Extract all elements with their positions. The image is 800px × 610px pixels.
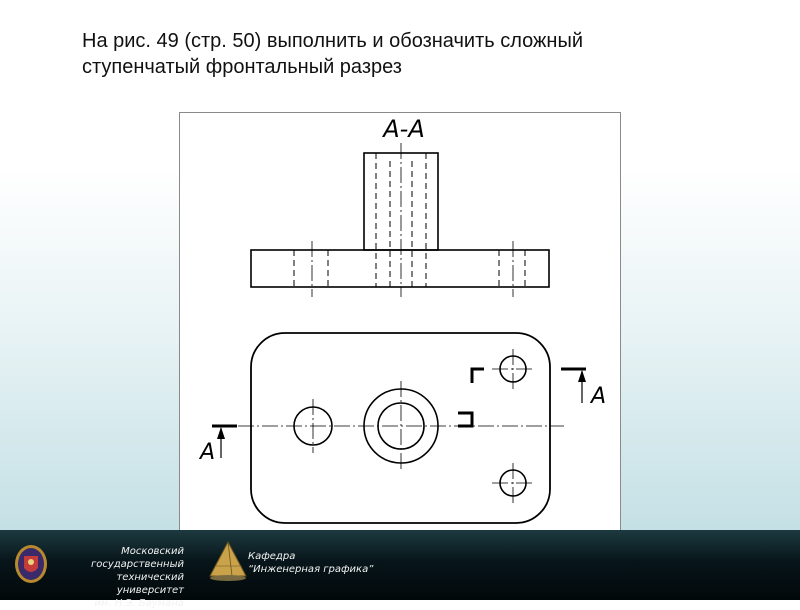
cut-label-left: А xyxy=(200,440,216,465)
university-name xyxy=(48,545,184,610)
cutting-plane-strokes xyxy=(212,369,586,426)
top-center-lines xyxy=(238,349,564,503)
department-name-line2: “Инженерная графика” xyxy=(248,564,374,575)
department-name xyxy=(248,550,373,576)
task-text-line1: На рис. 49 (стр. 50) выполнить и обозначить сложный xyxy=(82,30,583,52)
left-arrow-head xyxy=(217,427,225,439)
university-crest-icon xyxy=(14,544,48,584)
footer-bar xyxy=(0,530,800,609)
university-name-line2: технический университет xyxy=(116,572,184,596)
task-text-line2: ступенчатый фронтальный разрез xyxy=(82,56,402,78)
front-view xyxy=(251,143,549,297)
university-name-line3: им. Н.Э. Баумана xyxy=(94,598,184,609)
technical-drawing xyxy=(179,112,621,532)
task-text xyxy=(82,28,722,80)
cutting-plane-arrows xyxy=(221,371,582,458)
section-title: А-А xyxy=(383,115,425,143)
top-view xyxy=(212,333,586,523)
department-name-line1: Кафедра xyxy=(248,551,296,562)
right-arrow-head xyxy=(578,370,586,382)
front-hidden-lines xyxy=(294,153,525,287)
cut-label-right: А xyxy=(591,384,607,409)
pyramid-ig-icon xyxy=(208,540,248,582)
front-base-outline xyxy=(251,250,549,287)
drawing-canvas xyxy=(180,113,620,531)
university-name-line1: Московский государственный xyxy=(90,546,184,570)
top-plate-outline xyxy=(251,333,550,523)
